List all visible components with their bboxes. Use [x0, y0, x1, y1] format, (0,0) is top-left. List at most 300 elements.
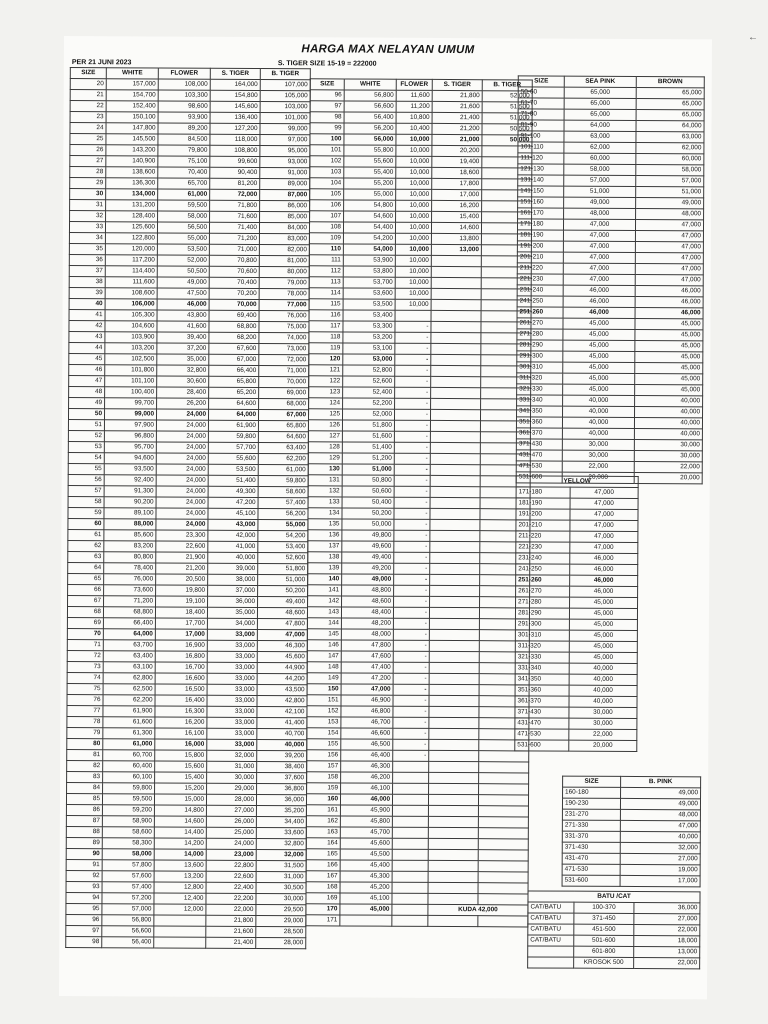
table-cell: 91,000: [260, 168, 310, 179]
table-cell: 65,000: [636, 87, 704, 98]
table-cell: 40,000: [634, 428, 702, 439]
table-cell: 471-530: [516, 461, 562, 472]
table-cell: [429, 618, 479, 629]
table-cell: [429, 761, 479, 772]
table-cell: 36,800: [257, 784, 307, 795]
table-cell: 111-120: [518, 153, 564, 164]
table-cell: 53,300: [343, 321, 395, 332]
table-cell: 46,600: [341, 728, 393, 739]
table-cell: 47,800: [257, 619, 307, 630]
table-cell: 105: [310, 189, 344, 200]
table-cell: [392, 838, 428, 849]
table-cell: 50,200: [258, 586, 308, 597]
table-row: [516, 531, 638, 543]
table-cell: 46,000: [635, 285, 703, 296]
table-cell: 14,600: [154, 816, 206, 827]
table-cell: 10,000: [395, 266, 431, 277]
table-cell: 61,000: [103, 739, 155, 750]
table-cell: 24,000: [156, 475, 208, 486]
table-cell: [428, 805, 478, 816]
table-row: [515, 674, 637, 686]
table-cell: 108: [309, 222, 343, 233]
table-cell: KUDA 42,000: [428, 904, 528, 916]
table-cell: -: [395, 398, 431, 409]
table-cell: 51,800: [342, 420, 394, 431]
table-cell: 60,000: [636, 153, 704, 164]
table-cell: 33,000: [207, 662, 257, 673]
table-cell: 67,000: [209, 354, 259, 365]
table-cell: 64,000: [636, 120, 704, 131]
table-cell: [430, 574, 480, 585]
table-cell: [392, 860, 428, 871]
table-cell: 51: [68, 420, 104, 431]
table-cell: 47,000: [563, 241, 635, 252]
table-cell: 120,000: [105, 244, 157, 255]
table-cell: 14,200: [154, 838, 206, 849]
table-cell: [478, 894, 528, 905]
table-cell: 56,800: [344, 90, 396, 101]
table-row: [66, 937, 306, 949]
table-cell: 66,400: [103, 618, 155, 629]
table-cell: 45,300: [340, 871, 392, 882]
table-cell: 13,000: [634, 946, 700, 957]
table-cell: 81,200: [210, 178, 260, 189]
table-cell: 78: [67, 717, 103, 728]
table-cell: 60: [68, 519, 104, 530]
table-cell: 117: [309, 321, 343, 332]
table-cell: 61: [68, 530, 104, 541]
table-cell: 87,000: [260, 190, 310, 201]
table-cell: [430, 497, 480, 508]
table-cell: 62: [68, 541, 104, 552]
table-row: [563, 787, 701, 799]
table-cell: [428, 871, 478, 882]
table-cell: [431, 299, 481, 310]
table-cell: [429, 629, 479, 640]
table-cell: 71: [67, 640, 103, 651]
table-cell: 102,500: [105, 354, 157, 365]
table-cell: 67,000: [258, 410, 308, 421]
table-cell: 65,800: [258, 421, 308, 432]
table-cell: 96,800: [104, 431, 156, 442]
table-cell: 22,000: [634, 461, 702, 472]
table-cell: -: [394, 453, 430, 464]
table-cell: 47,000: [563, 230, 635, 241]
table-cell: 53,400: [258, 542, 308, 553]
table-cell: 33,000: [207, 739, 257, 750]
table-cell: 154: [307, 728, 341, 739]
table-cell: 132: [308, 486, 342, 497]
table-cell: 103,300: [158, 90, 210, 101]
table-cell: 48,600: [257, 608, 307, 619]
table-cell: 50,000: [482, 135, 532, 146]
table-cell: 54,200: [343, 233, 395, 244]
table-cell: 60,100: [103, 772, 155, 783]
table-cell: 39,400: [157, 332, 209, 343]
table-cell: [478, 850, 528, 861]
table-cell: 21: [70, 90, 106, 101]
table-cell: 12,400: [154, 893, 206, 904]
table-cell: 71,200: [104, 596, 156, 607]
table-cell: 48,000: [341, 629, 393, 640]
table-cell: [428, 893, 478, 904]
table-cell: 64,000: [564, 120, 636, 131]
table-cell: 10,000: [396, 145, 432, 156]
table-cell: 101,100: [105, 376, 157, 387]
table-cell: [428, 849, 478, 860]
table-cell: 118,000: [210, 134, 260, 145]
table-cell: 46,100: [341, 783, 393, 794]
table-cell: 101-110: [518, 142, 564, 153]
table-cell: 52,200: [343, 398, 395, 409]
table-cell: [479, 784, 529, 795]
table-cell: [478, 916, 528, 927]
price-sheet: [59, 36, 712, 999]
batu-title: BATU /CAT: [528, 891, 700, 903]
table-cell: 50,200: [342, 508, 394, 519]
table-row: [528, 957, 700, 969]
table-cell: [431, 365, 481, 376]
table-cell: 231-240: [517, 285, 563, 296]
table-cell: 55,200: [344, 178, 396, 189]
table-cell: 99: [310, 123, 344, 134]
table-cell: 59,800: [208, 431, 258, 442]
table-cell: 48,800: [342, 585, 394, 596]
table-cell: 55,000: [344, 189, 396, 200]
table-cell: 33,000: [207, 673, 257, 684]
table-cell: 47,000: [620, 820, 700, 831]
table-cell: 30,000: [256, 894, 306, 905]
table-cell: 71,600: [210, 211, 260, 222]
table-cell: [429, 662, 479, 673]
table-cell: 24,000: [156, 497, 208, 508]
table-cell: CAT/BATU: [528, 913, 574, 924]
table-cell: 30,000: [562, 450, 634, 461]
table-cell: 14,000: [154, 849, 206, 860]
table-cell: 10,400: [396, 123, 432, 134]
table-cell: [430, 541, 480, 552]
table-cell: 165: [306, 849, 340, 860]
table-cell: 51,400: [342, 442, 394, 453]
table-cell: 161: [306, 805, 340, 816]
table-cell: 58,300: [102, 838, 154, 849]
table-cell: 56,000: [344, 134, 396, 145]
table-cell: 67,600: [209, 343, 259, 354]
table-cell: 58,600: [258, 487, 308, 498]
table-cell: 140: [308, 574, 342, 585]
table-cell: [430, 563, 480, 574]
table-cell: 53,100: [343, 343, 395, 354]
table-cell: 20,000: [634, 472, 702, 483]
table-cell: -: [393, 673, 429, 684]
table-cell: 32,800: [256, 839, 306, 850]
table-cell: 86,000: [260, 201, 310, 212]
table-cell: 62,200: [103, 695, 155, 706]
table-cell: 164,000: [210, 79, 260, 90]
table-cell: 88,000: [104, 519, 156, 530]
table-cell: 57,600: [102, 871, 154, 882]
table-row: [562, 831, 700, 843]
table-cell: 21,200: [156, 563, 208, 574]
table-cell: 108,600: [105, 288, 157, 299]
table-cell: 53,500: [157, 244, 209, 255]
table-cell: 50,800: [342, 475, 394, 486]
table-cell: 94,600: [104, 453, 156, 464]
table-cell: 31,000: [256, 872, 306, 883]
table-cell: 101,800: [105, 365, 157, 376]
table-cell: 125,600: [105, 222, 157, 233]
table-cell: 50,400: [342, 497, 394, 508]
table-cell: 88: [66, 827, 102, 838]
table-cell: 70,600: [209, 266, 259, 277]
table-cell: -: [394, 508, 430, 519]
table-cell: 68,200: [209, 332, 259, 343]
table-cell: 19,100: [156, 596, 208, 607]
table-cell: 144: [307, 618, 341, 629]
table-cell: 157: [307, 761, 341, 772]
table-cell: 53,800: [343, 266, 395, 277]
table-cell: [429, 673, 479, 684]
table-cell: 20: [70, 79, 106, 90]
table-cell: 51,200: [342, 453, 394, 464]
column-header: B. TIGER: [482, 80, 532, 91]
table-cell: 83,000: [259, 234, 309, 245]
table-cell: 30: [70, 189, 106, 200]
table-cell: 159: [307, 783, 341, 794]
table-cell: 291-300: [517, 351, 563, 362]
table-cell: 21,000: [432, 134, 482, 145]
table-cell: 81,000: [259, 256, 309, 267]
table-cell: 91: [66, 860, 102, 871]
table-cell: 46,000: [340, 794, 392, 805]
table-cell: 48,000: [620, 809, 700, 820]
table-cell: 86: [66, 805, 102, 816]
table-cell: 84,500: [158, 134, 210, 145]
table-cell: 15,000: [154, 794, 206, 805]
table-cell: 371-430: [516, 439, 562, 450]
table-cell: 90,400: [210, 167, 260, 178]
table-cell: 10,000: [396, 156, 432, 167]
table-cell: 109: [309, 233, 343, 244]
table-cell: [528, 946, 574, 957]
table-cell: 59: [68, 508, 104, 519]
table-cell: [431, 332, 481, 343]
table-cell: 17,000: [432, 189, 482, 200]
table-cell: [429, 706, 479, 717]
table-cell: 52,400: [343, 387, 395, 398]
table-cell: 78,000: [259, 289, 309, 300]
table-cell: 231-240: [516, 553, 570, 564]
table-cell: 53,500: [208, 464, 258, 475]
table-cell: 45,800: [340, 816, 392, 827]
table-cell: 33,000: [207, 728, 257, 739]
table-row: [528, 902, 700, 914]
price-table-sizes-96-171: [305, 78, 532, 927]
table-cell: 23,000: [206, 849, 256, 860]
table-cell: 23,300: [156, 530, 208, 541]
table-cell: 21,800: [432, 90, 482, 101]
table-cell: [431, 310, 481, 321]
table-cell: 40,000: [635, 395, 703, 406]
table-cell: 41,000: [208, 541, 258, 552]
table-cell: 152,400: [106, 101, 158, 112]
table-row: [515, 740, 637, 752]
table-cell: 42,000: [208, 530, 258, 541]
table-row: [515, 652, 637, 664]
table-cell: [392, 849, 428, 860]
table-cell: 46,500: [341, 739, 393, 750]
table-cell: 154,700: [106, 90, 158, 101]
table-cell: 11,200: [396, 101, 432, 112]
table-cell: 47,000: [635, 241, 703, 252]
table-cell: 65,000: [636, 109, 704, 120]
table-cell: 62,000: [636, 142, 704, 153]
table-cell: 201-210: [516, 520, 570, 531]
table-cell: 57,700: [208, 442, 258, 453]
table-cell: CAT/BATU: [528, 935, 574, 946]
table-cell: 42,800: [257, 696, 307, 707]
table-cell: 46,000: [563, 285, 635, 296]
table-cell: 111,600: [105, 277, 157, 288]
table-cell: 152: [307, 706, 341, 717]
table-cell: 136: [308, 530, 342, 541]
table-cell: 101,000: [260, 113, 310, 124]
table-cell: 62,000: [564, 142, 636, 153]
table-cell: 10,000: [395, 222, 431, 233]
table-cell: 151-160: [518, 197, 564, 208]
table-cell: 15,200: [155, 783, 207, 794]
table-cell: [392, 794, 428, 805]
table-cell: [430, 596, 480, 607]
table-cell: 45,000: [635, 318, 703, 329]
table-cell: -: [393, 695, 429, 706]
table-cell: 61-70: [518, 98, 564, 109]
table-cell: 130: [308, 464, 342, 475]
table-cell: [429, 728, 479, 739]
table-cell: 95,000: [260, 146, 310, 157]
table-row: [562, 875, 700, 887]
table-cell: 33: [69, 222, 105, 233]
table-cell: 351-360: [515, 685, 569, 696]
table-cell: [430, 464, 480, 475]
table-cell: 51,000: [342, 464, 394, 475]
table-cell: 59,500: [158, 200, 210, 211]
table-cell: 124: [309, 398, 343, 409]
table-cell: 171-180: [517, 219, 563, 230]
table-cell: 93,500: [104, 464, 156, 475]
table-cell: 91,300: [104, 486, 156, 497]
table-row: [516, 553, 638, 565]
table-cell: 47,600: [341, 651, 393, 662]
table-cell: 141: [308, 585, 342, 596]
table-cell: 48,600: [342, 596, 394, 607]
column-header: BROWN: [636, 76, 704, 87]
table-cell: 10,000: [396, 178, 432, 189]
table-cell: 45,600: [257, 652, 307, 663]
table-cell: -: [394, 409, 430, 420]
table-cell: 155: [307, 739, 341, 750]
table-cell: 136,300: [106, 178, 158, 189]
table-cell: -: [393, 651, 429, 662]
table-cell: 45,000: [569, 619, 637, 630]
table-cell: 110: [309, 244, 343, 255]
table-cell: 52: [68, 431, 104, 442]
table-cell: 141-150: [518, 186, 564, 197]
table-cell: 51,000: [636, 186, 704, 197]
table-cell: 61,000: [258, 465, 308, 476]
table-cell: 138,600: [106, 167, 158, 178]
table-cell: 46,000: [635, 307, 703, 318]
table-cell: 45,000: [569, 641, 637, 652]
table-cell: 190-230: [562, 798, 620, 809]
table-cell: 49,600: [342, 541, 394, 552]
table-cell: 147: [307, 651, 341, 662]
table-cell: 47,800: [341, 640, 393, 651]
table-cell: 98: [66, 937, 102, 948]
table-cell: 122,800: [105, 233, 157, 244]
table-cell: 59,800: [258, 476, 308, 487]
table-cell: 66,400: [209, 365, 259, 376]
table-cell: 46,300: [257, 641, 307, 652]
table-cell: 126: [308, 420, 342, 431]
table-cell: 45,000: [563, 351, 635, 362]
table-cell: 68: [67, 607, 103, 618]
table-cell: [430, 552, 480, 563]
column-header: S. TIGER: [432, 79, 482, 90]
table-cell: 64,600: [258, 432, 308, 443]
column-header: FLOWER: [396, 79, 432, 90]
tiger-size-note: S. TIGER SIZE 15-19 = 222000: [277, 60, 377, 68]
table-row: [515, 685, 637, 697]
table-cell: [479, 773, 529, 784]
table-cell: 69,400: [209, 310, 259, 321]
table-cell: [430, 453, 480, 464]
table-cell: [392, 915, 428, 926]
table-cell: -: [394, 497, 430, 508]
table-cell: 25: [70, 134, 106, 145]
table-row: [516, 520, 638, 532]
table-cell: 82: [67, 761, 103, 772]
table-cell: 22,200: [206, 893, 256, 904]
table-cell: [478, 861, 528, 872]
table-cell: 33,000: [207, 717, 257, 728]
table-cell: 89,200: [158, 123, 210, 134]
table-cell: 44,200: [257, 674, 307, 685]
table-cell: -: [394, 596, 430, 607]
table-cell: 28,400: [157, 387, 209, 398]
table-cell: 153: [307, 717, 341, 728]
table-cell: 97,000: [260, 135, 310, 146]
table-cell: 103,900: [105, 332, 157, 343]
table-cell: 156: [307, 750, 341, 761]
table-cell: 95: [66, 904, 102, 915]
table-cell: 145: [307, 629, 341, 640]
table-cell: 15,800: [155, 750, 207, 761]
table-cell: 16,000: [155, 739, 207, 750]
table-row: [562, 842, 700, 854]
price-table-batu-cat: [527, 890, 700, 969]
table-cell: 61,600: [103, 717, 155, 728]
table-cell: [528, 957, 574, 968]
table-cell: 65,700: [158, 178, 210, 189]
table-cell: 22,800: [206, 860, 256, 871]
table-cell: 36,000: [256, 795, 306, 806]
table-cell: -: [393, 684, 429, 695]
table-cell: -: [395, 321, 431, 332]
table-cell: 81: [67, 750, 103, 761]
table-cell: 30,000: [634, 439, 702, 450]
table-cell: 21,900: [156, 552, 208, 563]
